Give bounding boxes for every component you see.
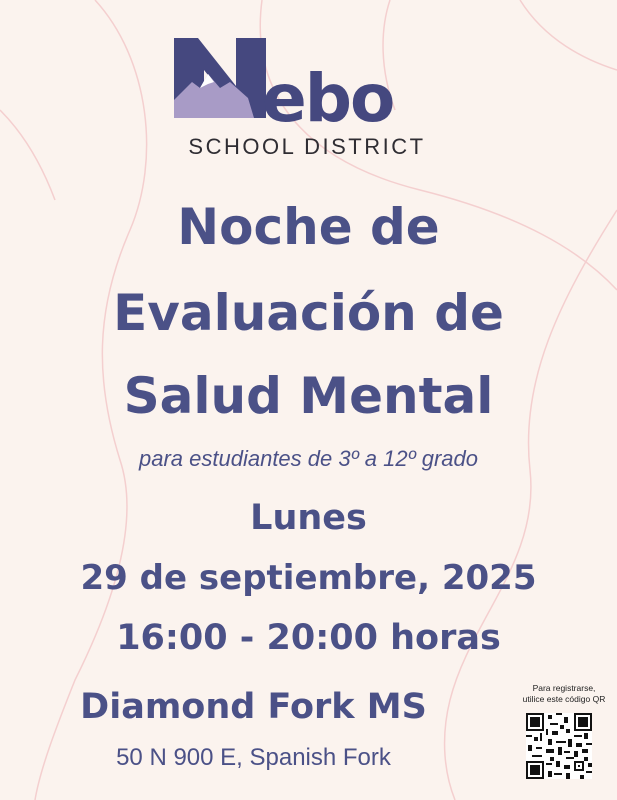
- event-date: 29 de septiembre, 2025: [80, 558, 537, 598]
- logo-wordmark: ebo: [262, 60, 394, 137]
- title-line-2: Evaluación de: [113, 284, 504, 342]
- logo-n-mountain-mark: [174, 38, 266, 118]
- qr-caption-line-1: Para registrarse,: [532, 683, 596, 693]
- qr-code-icon[interactable]: [526, 713, 592, 779]
- qr-caption: [518, 683, 610, 705]
- logo-subtitle: SCHOOL DISTRICT: [188, 134, 426, 159]
- nebo-logo: [174, 38, 446, 158]
- event-address: 50 N 900 E, Spanish Fork: [116, 744, 391, 771]
- event-venue: Diamond Fork MS: [80, 687, 427, 727]
- qr-caption-line-2: utilice este código QR: [522, 694, 606, 704]
- event-time: 16:00 - 20:00 horas: [116, 618, 501, 658]
- title-line-1: Noche de: [177, 198, 440, 256]
- event-day: Lunes: [250, 498, 367, 538]
- audience-text: para estudiantes de 3º a 12º grado: [139, 446, 478, 471]
- title-line-3: Salud Mental: [123, 367, 494, 425]
